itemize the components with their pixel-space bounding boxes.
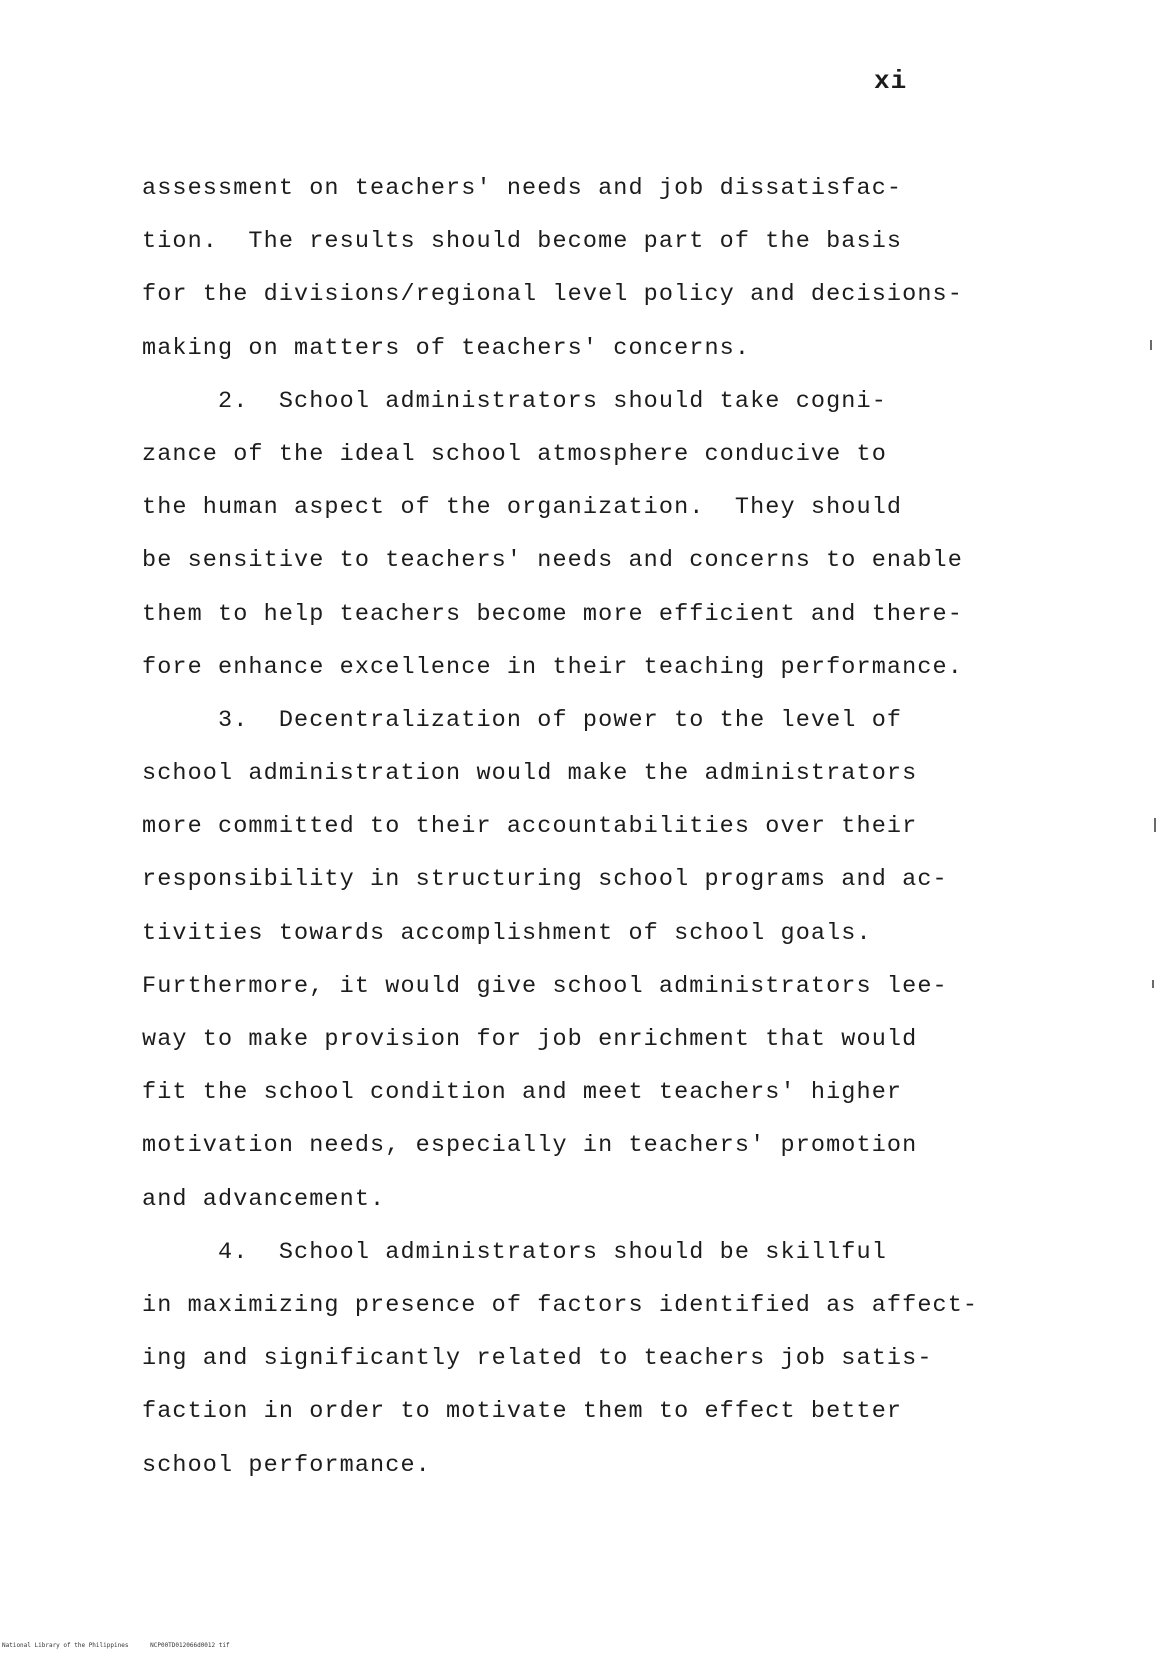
text-line: school administration would make the administrators: [142, 760, 918, 788]
text-line: be sensitive to teachers' needs and concerns to enable: [142, 547, 963, 575]
text-line: tion. The results should become part of the basis: [142, 228, 903, 256]
scan-speck: [1150, 340, 1152, 350]
text-line: in maximizing presence of factors identified as affect-: [142, 1291, 979, 1319]
page-number: xi: [874, 66, 908, 96]
footer-library: National Library of the Philippines: [2, 1642, 129, 1649]
text-line: more committed to their accountabilities over their: [142, 813, 918, 841]
text-line: tivities towards accomplishment of school goals.: [142, 919, 872, 947]
text-line: responsibility in structuring school programs and ac-: [142, 866, 948, 894]
text-line: them to help teachers become more efficient and there-: [142, 600, 963, 628]
text-line: way to make provision for job enrichment that would: [142, 1026, 918, 1053]
text-line: school performance.: [142, 1451, 431, 1479]
text-line: and advancement.: [142, 1185, 386, 1213]
text-line: assessment on teachers' needs and job dissatisfac-: [142, 175, 903, 202]
paragraph-3-start: 3. Decentralization of power to the level of: [142, 706, 903, 734]
scan-specks: [1146, 0, 1160, 1658]
text-line: motivation needs, especially in teachers' promotion: [142, 1132, 918, 1160]
text-line: making on matters of teachers' concerns.: [142, 334, 751, 362]
text-line: ing and significantly related to teachers job satis-: [142, 1345, 933, 1373]
paragraph-2-start: 2. School administrators should take cogni-: [142, 387, 887, 415]
body-text: [142, 162, 1042, 1492]
text-line: fit the school condition and meet teachers' higher: [142, 1079, 903, 1107]
text-line: zance of the ideal school atmosphere conducive to: [142, 440, 887, 468]
text-line: faction in order to motivate them to effect better: [142, 1398, 903, 1426]
text-line: fore enhance excellence in their teaching performance.: [142, 653, 963, 681]
paragraph-4-start: 4. School administrators should be skillful: [142, 1238, 887, 1266]
scan-speck: [1152, 980, 1154, 988]
scan-footer: [2, 1642, 230, 1649]
text-line: the human aspect of the organization. They should: [142, 494, 903, 522]
text-line: Furthermore, it would give school administrators lee-: [142, 972, 948, 1000]
footer-code: NCP00TD012066d0012 tif: [150, 1642, 230, 1649]
scan-speck: [1154, 818, 1156, 832]
text-line: for the divisions/regional level policy and decisions-: [142, 281, 963, 309]
